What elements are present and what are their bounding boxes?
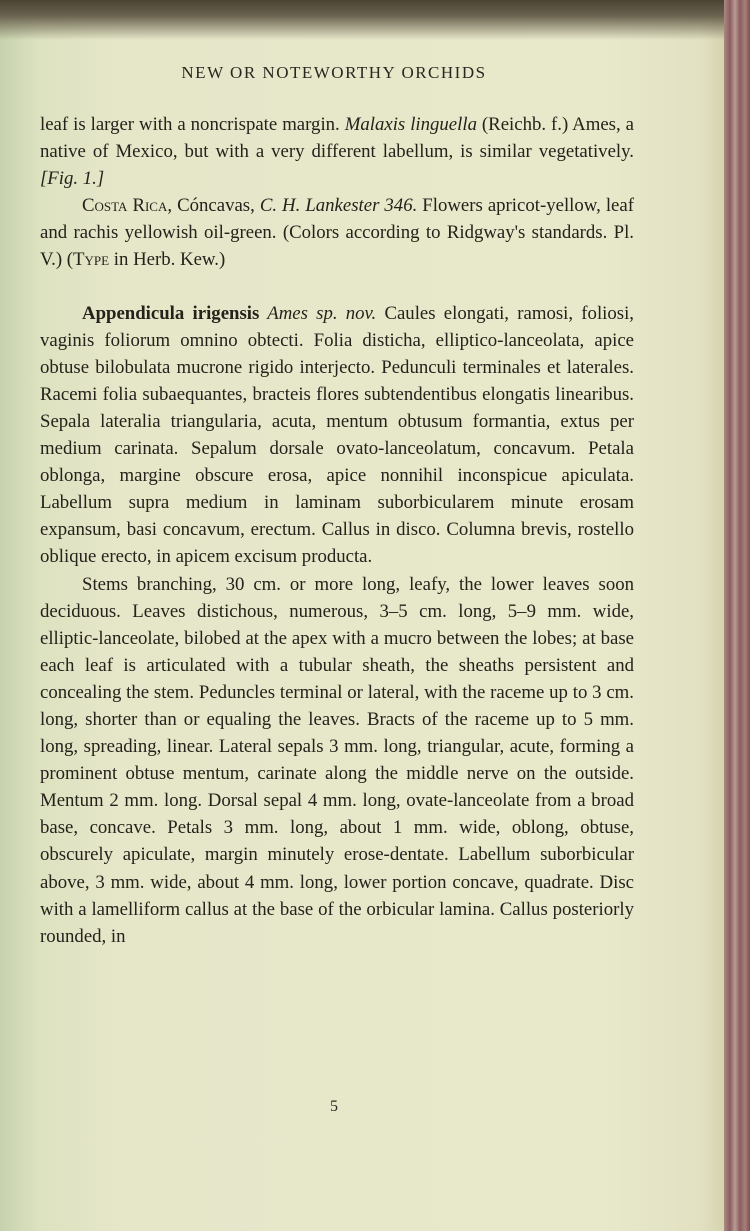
paragraph-specimen-citation <box>40 192 634 273</box>
text-run: Caules elongati, ramosi, foliosi, vaginis foliorum omnino obtecti. Folia disticha, elliptico-lanceolata, apice obtuse bilobulata mucrone rigido interjecto. Pedunculi terminales et laterales. Racemi folia subaequantes, bracteis flores subtendentibus elongatis linearibus. Sepala lateralia triangularia, acuta, mentum obtusum formantia, extus per medium carinata. Sepalum dorsale ovato-lanceolatum, concavum. Petala oblonga, margine obscure erosa, apice nonnihil inconspicue apiculata. Labellum supra medium in laminam suborbicularem minute erosam expansum, basi concavum, erectum. Callus in disco. Columna brevis, rostello oblique erecto, in apicem excisum producta. <box>40 302 634 568</box>
figure-reference: [Fig. 1.] <box>40 168 105 190</box>
paragraph-english-description <box>40 571 634 950</box>
species-heading: Appendicula irigensis <box>82 302 260 324</box>
text-run: Flowers apricot-yellow, leaf and rachis yellowish oil-green. (Colors according to Ridgway's standards. Pl. V.) ( <box>40 195 634 271</box>
type-label: Type <box>73 249 110 271</box>
collector-citation: C. H. Lankester 346. <box>259 195 418 217</box>
text-run: in Herb. Kew.) <box>109 249 226 271</box>
page-number: 5 <box>330 1098 338 1115</box>
species-authority: Ames sp. nov. <box>259 302 377 324</box>
paragraph-latin-description <box>40 300 634 571</box>
text-run: (Reichb. f.) Ames, a native of Mexico, but with a very different labellum, is similar vegetatively. <box>40 114 634 163</box>
running-header: NEW OR NOTEWORTHY ORCHIDS <box>181 63 487 82</box>
paragraph-malaxis-comparison <box>40 111 634 192</box>
species-name-malaxis: Malaxis linguella <box>344 114 477 135</box>
body-text <box>40 111 634 950</box>
country-name: Costa Rica <box>82 195 168 217</box>
page-edge <box>724 0 750 1231</box>
text-run: Stems branching, 30 cm. or more long, leafy, the lower leaves soon deciduous. Leaves distichous, numerous, 3–5 cm. long, 5–9 mm. wide, elliptic-lanceolate, bilobed at the apex with a mucro between the lobes; at base each leaf is articulated with a tubular sheath, the sheaths persistent and concealing the stem. Peduncles terminal or lateral, with the raceme up to 3 cm. long, shorter than or equaling the leaves. Bracts of the raceme up to 5 mm. long, spreading, linear. Lateral sepals 3 mm. long, triangular, acute, forming a prominent obtuse mentum, carinate along the middle nerve on the outside. Mentum 2 mm. long. Dorsal sepal 4 mm. long, ovate-lanceolate from a broad base, concave. Petals 3 mm. long, about 1 mm. wide, oblong, obtuse, obscurely apiculate, margin minutely erose-dentate. Labellum suborbicular above, 3 mm. wide, about 4 mm. long, lower portion concave, quadrate. Disc with a lamelliform callus at the base of the orbicular lamina. Callus posteriorly rounded, in <box>40 573 634 947</box>
text-run: , Cóncavas, <box>167 195 260 217</box>
text-run: leaf is larger with a noncrispate margin. <box>40 114 345 135</box>
